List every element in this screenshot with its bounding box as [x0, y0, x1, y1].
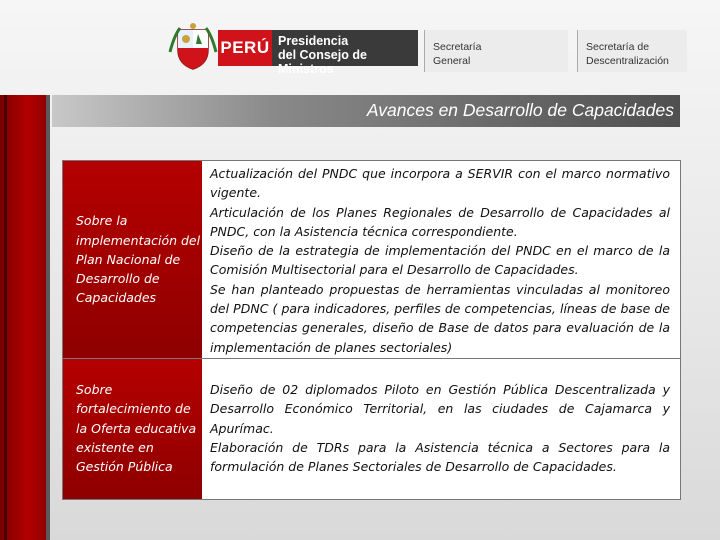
row-topic-cell [63, 359, 202, 499]
logo-country-text: PERÚ [220, 38, 270, 57]
content-item: Elaboración de TDRs para la Asistencia técnica a Sectores para la formulación de Planes Sectoriales de Desarrollo de Capacidades. [210, 439, 670, 475]
secretaria-general-line2: General [433, 55, 471, 67]
row-content-cell [202, 161, 680, 358]
secretaria-descentralizacion-label [577, 30, 687, 72]
row-topic: Sobre la implementación del Plan Nacional de Desarrollo de Capacidades [76, 213, 201, 306]
coat-of-arms-icon [168, 22, 218, 72]
logo-institution-line2: del Consejo de Ministros [278, 48, 367, 76]
secretaria-desc-line1: Secretaría de [586, 41, 650, 53]
content-item: Diseño de 02 diplomados Piloto en Gestión Pública Descentralizada y Desarrollo Económico Territorial, en las ciudades de Cajamarca y Apurímac. [210, 382, 670, 436]
content-item: Se han planteado propuestas de herramientas vinculadas al monitoreo del PDNC ( para indicadores, perfiles de competencias, líneas de base de competencias generales, diseño de Base de datos para evaluación de la implementación de planes sectoriales) [210, 281, 670, 355]
content-table [62, 160, 681, 500]
slide-title-bar [52, 95, 680, 127]
logo-institution-line1: Presidencia [278, 34, 349, 48]
content-item: Articulación de los Planes Regionales de Desarrollo de Capacidades al PNDC, con la Asistencia técnica correspondiente. [210, 204, 670, 239]
secretaria-general-line1: Secretaría [433, 41, 482, 53]
secretaria-general-label [424, 30, 568, 72]
row-topic: Sobre fortalecimiento de la Oferta educativa existente en Gestión Pública [76, 382, 197, 475]
content-item: Diseño de la estrategia de implementación del PNDC en el marco de la Comisión Multisectorial para el Desarrollo de Capacidades. [210, 243, 670, 278]
table-row [63, 359, 680, 499]
peru-logo [218, 30, 272, 66]
slide-title: Avances en Desarrollo de Capacidades [366, 100, 674, 120]
row-content-cell [202, 359, 680, 499]
secretaria-desc-line2: Descentralización [586, 55, 669, 67]
left-decorative-bar [0, 95, 50, 540]
table-row [63, 161, 680, 359]
content-item: Actualización del PNDC que incorpora a SERVIR con el marco normativo vigente. [210, 166, 670, 201]
pcm-logo [272, 30, 418, 76]
header [0, 0, 720, 88]
row-topic-cell [63, 161, 202, 358]
